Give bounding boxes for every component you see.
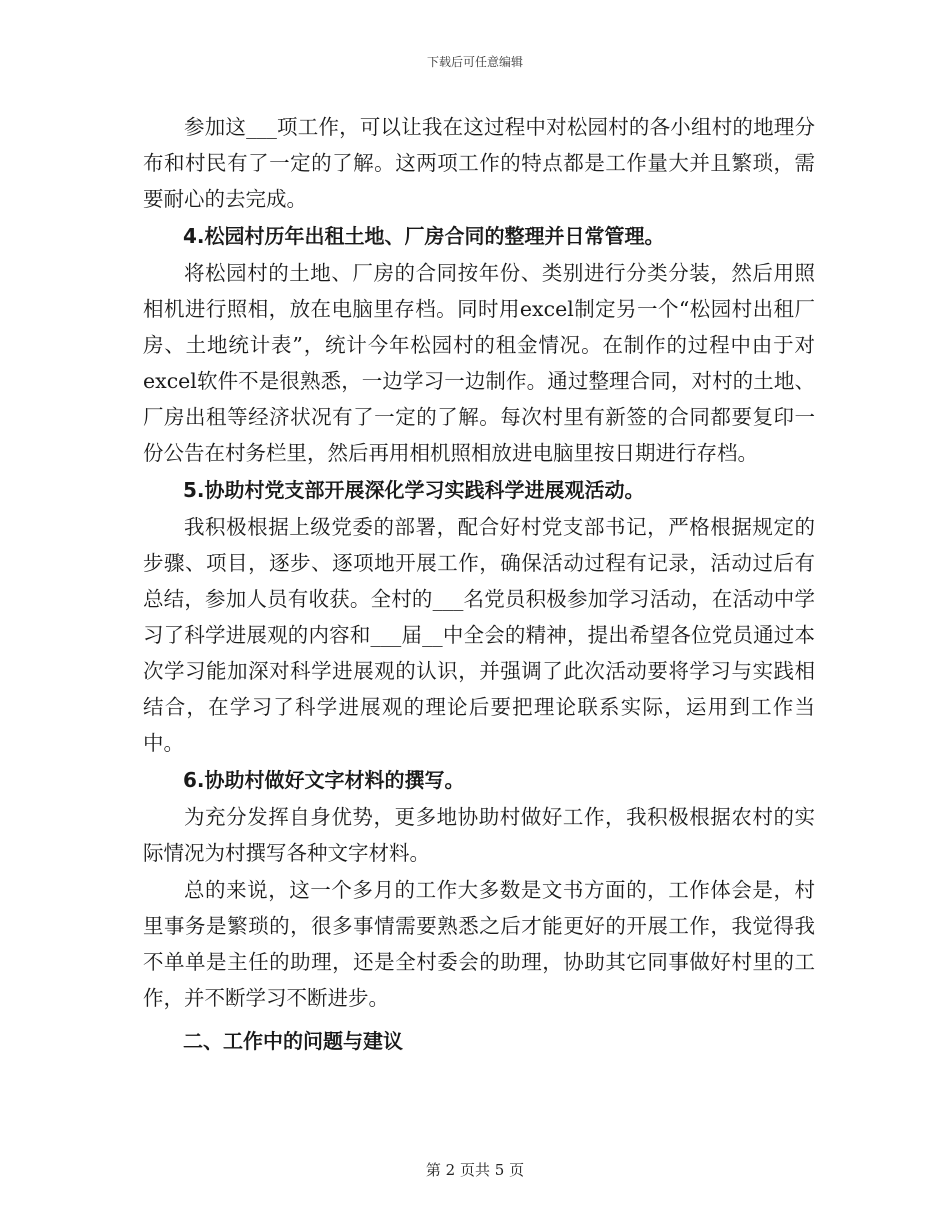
heading-item-4: 4.松园村历年出租土地、厂房合同的整理并日常管理。 bbox=[183, 224, 665, 248]
document-body bbox=[143, 109, 815, 1079]
heading-item-5: 5.协助村党支部开展深化学习实践科学进展观活动。 bbox=[183, 478, 645, 502]
paragraph-1: 参加这___项工作，可以让我在这过程中对松园村的各小组村的地理分布和村民有了一定的了解。这两项工作的特点都是工作量大并且繁琐，需要耐心的去完成。 bbox=[143, 115, 815, 211]
page-number: 第 2 页共 5 页 bbox=[425, 1161, 525, 1179]
paragraph-4: 为充分发挥自身优势，更多地协助村做好工作，我积极根据农村的实际情况为村撰写各种文字材料。 bbox=[143, 805, 815, 865]
paragraph-5: 总的来说，这一个多月的工作大多数是文书方面的，工作体会是，村里事务是繁琐的，很多事情需要熟悉之后才能更好的开展工作，我觉得我不单单是主任的助理，还是全村委会的助理，协助其它同事做好村里的工作，并不断学习不断进步。 bbox=[143, 878, 815, 1010]
paragraph-3: 我积极根据上级党委的部署，配合好村党支部书记，严格根据规定的步骤、项目，逐步、逐项地开展工作，确保活动过程有记录，活动过后有总结，参加人员有收获。全村的___名党员积极参加学习活动，在活动中学习了科学进展观的内容和___届__中全会的精神，提出希望各位党员通过本次学习能加深对科学进展观的认识，并强调了此次活动要将学习与实践相结合，在学习了科学进展观的理论后要把理论联系实际，运用到工作当中。 bbox=[143, 515, 815, 755]
heading-item-6: 6.协助村做好文字材料的撰写。 bbox=[183, 768, 465, 792]
page-header: 下载后可任意编辑 bbox=[426, 55, 523, 69]
paragraph-2: 将松园村的土地、厂房的合同按年份、类别进行分类分装，然后用照相机进行照相，放在电脑里存档。同时用excel制定另一个“松园村出租厂房、土地统计表”，统计今年松园村的租金情况。在制作的过程中由于对excel软件不是很熟悉，一边学习一边制作。通过整理合同，对村的土地、厂房出租等经济状况有了一定的了解。每次村里有新签的合同都要复印一份公告在村务栏里，然后再用相机照相放进电脑里按日期进行存档。 bbox=[143, 261, 815, 465]
section-heading-2: 二、工作中的问题与建议 bbox=[183, 1029, 403, 1053]
